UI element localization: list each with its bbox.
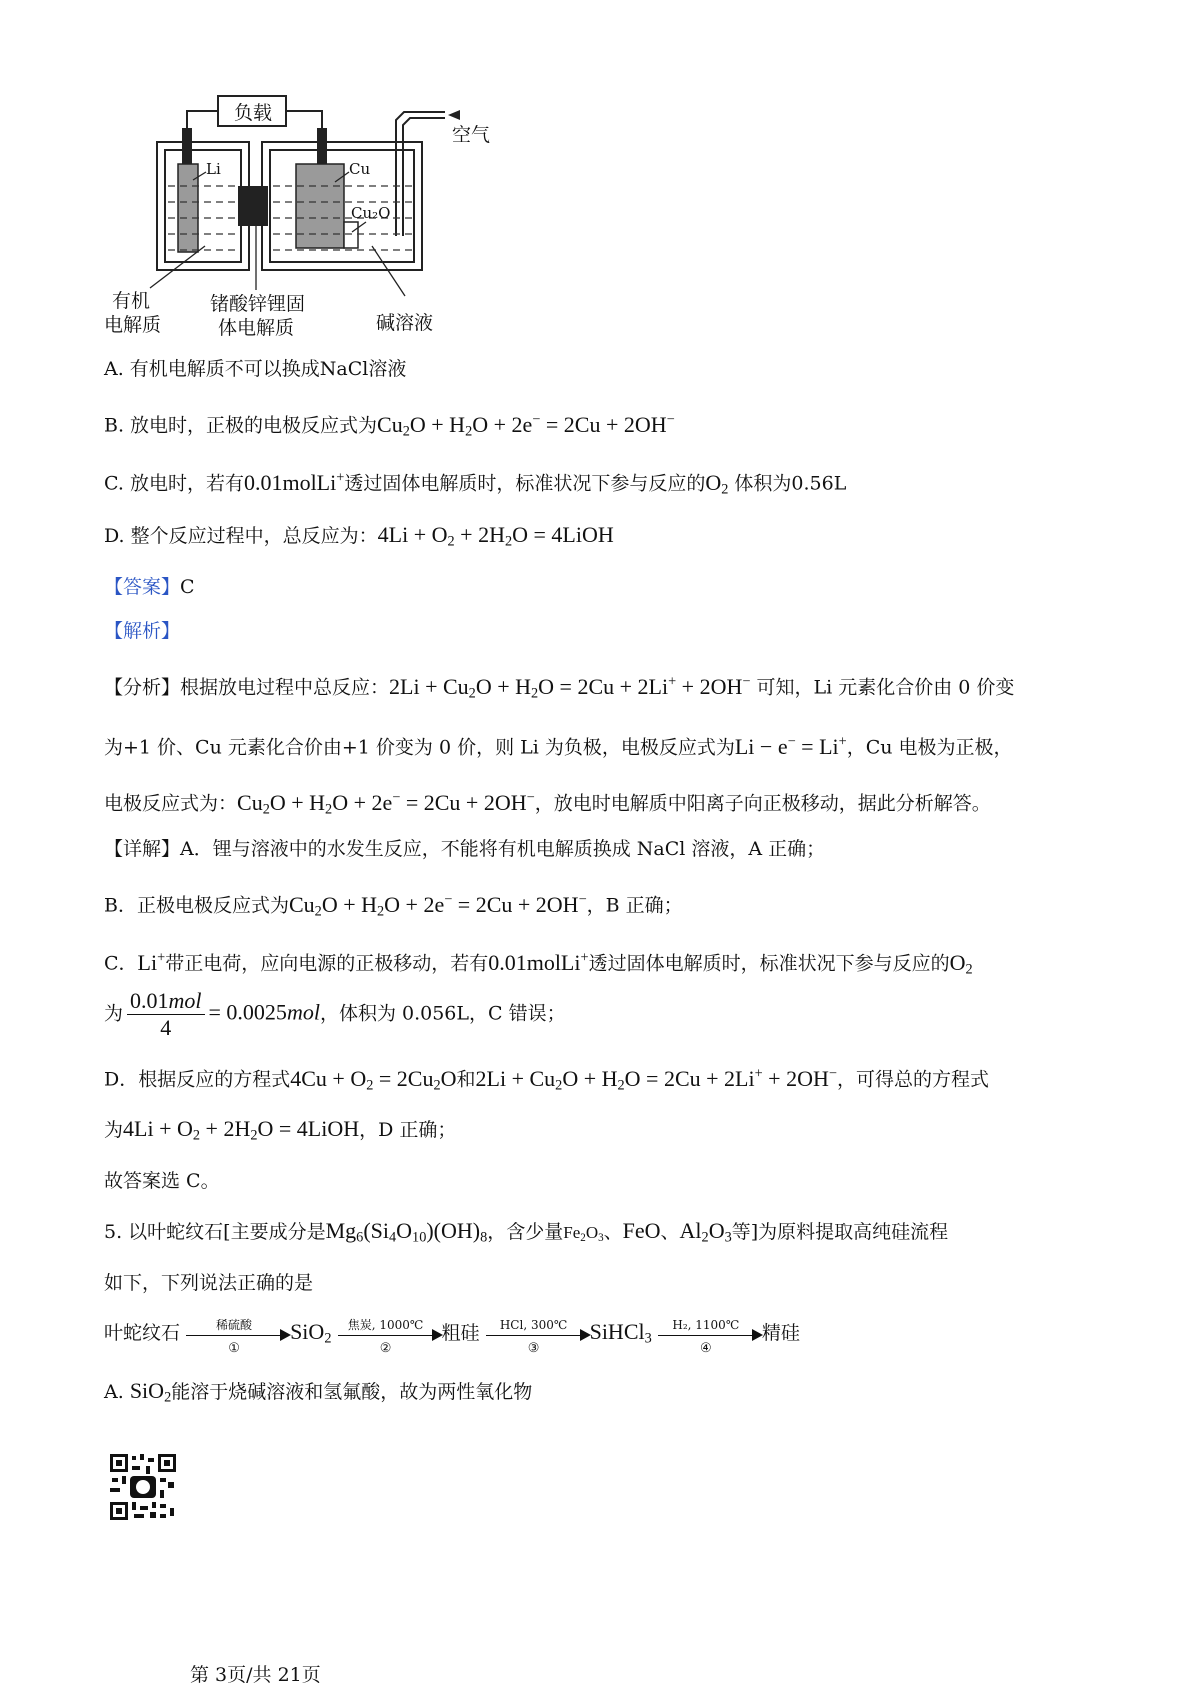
option-a: A. 有机电解质不可以换成NaCl溶液 [104,358,407,380]
analysis-line-3: 电极反应式为：$Cu_2O + H_2O + 2e^- = 2Cu + 2OH^-$，放电时电解质中阳离子向正极移动，据此分析解答。 [104,789,991,818]
detail-c-line-2: 为 $\frac{\text{0.01mol}}{4}$ = 0.0025mol，体积为 0.056L，C 错误； [104,988,566,1040]
answer: 【答案】C [104,576,195,598]
solid-electrolyte-label-2: 体电解质 [218,317,295,339]
q5-flow: 叶蛇纹石 稀硫酸 ① SiO$_2$ 焦炭, 1000℃ ② 粗硅 HCl, 300℃ ③ SiHCl$_3$ H₂, 1100℃ ④ 精硅 [104,1312,800,1356]
cu-label: Cu [349,160,371,178]
flow-arrow-3: HCl, 300℃ ③ [486,1312,590,1356]
q5-option-a: A. SiO$_2$能溶于烧碱溶液和氢氟酸，故为两性氧化物 [104,1378,533,1406]
option-d: D. 整个反应过程中，总反应为：$4Li + O_2 + 2H_2O$ = 4LiOH [104,522,614,550]
detail-d-line-2: 为$4Li + O_2 + 2H_2O$ = 4LiOH，D 正确； [104,1116,457,1144]
detail-d-line-1: D．根据反应的方程式$4Cu + O_2 = 2Cu_2O$和$2Li + Cu_2O + H_2O = 2Cu + 2Li^+ + 2OH^-$，可得总的方程式 [104,1065,989,1094]
analysis-line-2: 为+1 价、Cu 元素化合价由+1 价变为 0 价，则 Li 为负极，电极反应式为Li − e− = Li+，Cu 电极为正极， [104,733,1013,759]
li-label: Li [206,160,221,178]
qr-code-image [108,1452,178,1522]
organic-electrolyte-label-2: 电解质 [104,314,162,336]
detail-c-line-1: C．Li+带正电荷，应向电源的正极移动，若有0.01molLi+透过固体电解质时，标准状况下参与反应的$O_2$ [104,949,973,978]
conclusion: 故答案选 C。 [104,1170,220,1192]
option-c: C. 放电时，若有0.01molLi+透过固体电解质时，标准状况下参与反应的$O_2$ 体积为0.56L [104,469,847,498]
solid-electrolyte-label-1: 锗酸锌锂固 [210,293,306,315]
flow-arrow-1: 稀硫酸 ① [186,1312,290,1356]
q5-line-1: 5. 以叶蛇纹石[主要成分是$Mg_6(Si_4O_{10})(OH)_8$，含少量$Fe_2O_3$、FeO、$Al_2O_3$等]为原料提取高纯硅流程 [104,1218,949,1246]
flow-arrow-2: 焦炭, 1000℃ ② [338,1312,442,1356]
alkali-solution-label: 碱溶液 [376,312,434,334]
analysis-label: 【解析】 [104,620,181,642]
page-footer: 第 3页/共 21页 [190,1664,321,1686]
detail-a: 【详解】A．锂与溶液中的水发生反应，不能将有机电解质换成 NaCl 溶液，A 正确； [104,838,826,860]
organic-electrolyte-label-1: 有机 [112,290,151,312]
flow-arrow-4: H₂, 1100℃ ④ [658,1312,762,1356]
analysis-line-1: 【分析】根据放电过程中总反应：$2Li + Cu_2O + H_2O = 2Cu + 2Li^+ + 2OH^-$ 可知，Li 元素化合价由 0 价变 [104,673,1015,702]
air-label: 空气 [452,124,491,146]
load-label: 负载 [234,102,273,124]
detail-b: B．正极电极反应式为$Cu_2O + H_2O + 2e^- = 2Cu + 2OH^-$，B 正确； [104,891,683,920]
cu2o-label: Cu₂O [351,204,391,222]
q5-line-2: 如下，下列说法正确的是 [104,1272,314,1294]
option-b: B. 放电时，正极的电极反应式为$Cu_2O + H_2O + 2e^- = 2Cu + 2OH^-$ [104,411,675,440]
